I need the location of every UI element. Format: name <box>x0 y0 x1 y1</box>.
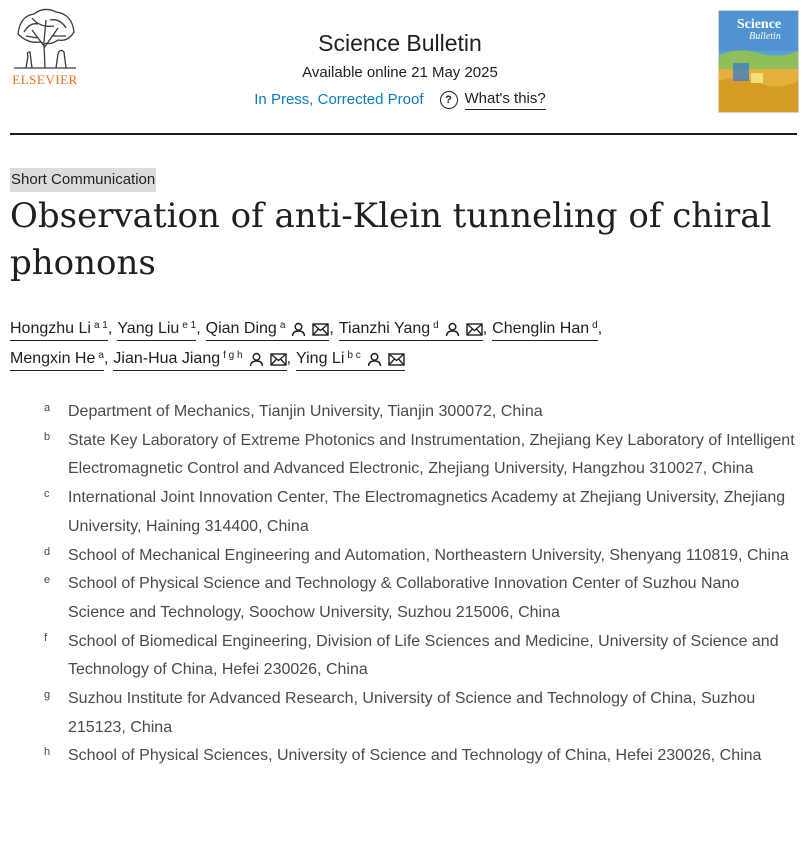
affiliation-item <box>44 427 800 484</box>
person-icon <box>291 322 306 337</box>
whats-this-label: What's this? <box>465 89 546 110</box>
affiliation-text: School of Mechanical Engineering and Automation, Northeastern University, Shenyang 110819, China <box>68 546 789 564</box>
author-name: Chenglin Han <box>492 320 590 337</box>
affiliation-text: International Joint Innovation Center, The Electromagnetics Academy at Zhejiang University, Zhejiang University, Haining 314400, China <box>68 489 786 535</box>
author-name: Yang Liu <box>117 320 180 337</box>
author-affiliation-marks: a <box>279 320 286 331</box>
online-date: Available online 21 May 2025 <box>302 64 498 81</box>
affiliation-text: School of Physical Science and Technology & Collaborative Innovation Center of Suzhou Nano Science and Technology, Soochow University, Suzhou 215006, China <box>68 575 740 621</box>
author-link[interactable] <box>117 318 196 341</box>
elsevier-logo[interactable] <box>10 6 80 90</box>
affiliation-label: b <box>44 430 51 443</box>
author-profile-icon <box>367 352 382 367</box>
header-divider <box>10 133 797 135</box>
cover-title-line1: Science <box>736 17 782 32</box>
affiliation-list <box>44 398 800 771</box>
author-separator: , <box>103 350 109 367</box>
envelope-icon <box>270 353 287 366</box>
envelope-icon <box>466 323 483 336</box>
author-profile-icon <box>291 322 306 337</box>
author-profile-icon <box>445 322 460 337</box>
author-link[interactable] <box>10 318 108 341</box>
affiliation-label: h <box>44 746 51 759</box>
affiliation-text: Suzhou Institute for Advanced Research, University of Science and Technology of China, Suzhou 215123, China <box>68 690 756 736</box>
author-separator: , <box>329 320 334 337</box>
envelope-icon <box>312 323 329 336</box>
journal-info <box>200 28 600 110</box>
affiliation-label: d <box>44 545 51 558</box>
author-separator: , <box>597 320 603 337</box>
question-circle-icon: ? <box>440 91 458 109</box>
whats-this-button[interactable] <box>440 89 546 110</box>
author-email-icon <box>466 323 483 336</box>
author-name: Tianzhi Yang <box>338 320 431 337</box>
author-name: Ying Li <box>296 350 345 367</box>
author-name: Hongzhu Li <box>10 320 91 337</box>
affiliation-label: c <box>44 488 50 501</box>
author-link[interactable] <box>339 318 483 341</box>
journal-title[interactable]: Science Bulletin <box>318 30 482 56</box>
author-affiliation-marks: a <box>98 350 104 361</box>
author-name: Jian-Hua Jiang <box>113 350 221 367</box>
author-affiliation-marks: a 1 <box>93 320 108 331</box>
author-affiliation-marks: b c <box>347 350 361 361</box>
author-link[interactable] <box>206 318 330 341</box>
status-row <box>200 89 600 110</box>
author-name: Mengxin He <box>10 350 96 367</box>
author-affiliation-marks: f g h <box>223 350 243 361</box>
author-affiliation-marks: d <box>433 320 439 331</box>
affiliation-item <box>44 742 800 771</box>
affiliation-item <box>44 628 800 685</box>
affiliation-item <box>44 398 800 427</box>
affiliation-text: School of Biomedical Engineering, Division of Life Sciences and Medicine, University of Science and Technology of China, Hefei 230026, China <box>68 632 779 679</box>
affiliation-item <box>44 484 800 541</box>
publisher-logo-text: ELSEVIER <box>12 72 78 87</box>
affiliation-item <box>44 542 800 571</box>
author-separator: , <box>482 320 488 337</box>
author-link[interactable] <box>113 348 286 371</box>
affiliation-label: e <box>44 574 51 587</box>
person-icon <box>249 352 264 367</box>
affiliation-text: Department of Mechanics, Tianjin University, Tianjin 300072, China <box>68 403 543 420</box>
envelope-icon <box>388 353 405 366</box>
article-header <box>0 0 807 122</box>
affiliation-label: a <box>44 402 51 414</box>
author-affiliation-marks: d <box>592 320 598 331</box>
affiliation-item <box>44 570 800 627</box>
affiliation-label: g <box>44 689 51 702</box>
affiliation-text: School of Physical Sciences, University of Science and Technology of China, Hefei 230026, China <box>68 747 762 765</box>
elsevier-tree-icon <box>10 6 80 72</box>
author-affiliation-marks: e 1 <box>182 320 197 331</box>
author-link[interactable] <box>296 348 405 371</box>
author-list <box>10 314 800 374</box>
affiliation-label: f <box>44 631 48 644</box>
author-separator: , <box>286 350 292 367</box>
author-name: Qian Ding <box>205 320 277 337</box>
journal-cover-thumbnail[interactable] <box>718 10 799 113</box>
author-link[interactable] <box>10 348 104 371</box>
cover-title-line2: Bulletin <box>749 31 781 42</box>
status-link[interactable]: In Press, Corrected Proof <box>254 90 424 108</box>
person-icon <box>367 352 382 367</box>
author-email-icon <box>388 353 405 366</box>
affiliation-item <box>44 685 800 742</box>
article-title: Observation of anti-Klein tunneling of chiral phonons <box>10 196 772 283</box>
author-email-icon <box>270 353 287 366</box>
author-separator: , <box>196 320 201 337</box>
author-separator: , <box>107 320 113 337</box>
article-type-badge: Short Communication <box>10 168 156 192</box>
person-icon <box>445 322 460 337</box>
affiliation-text: State Key Laboratory of Extreme Photonics and Instrumentation, Zhejiang Key Laboratory of Intelligent Electromagnetic Control and Advanced Electronic, Zhejiang University, Hangzhou 310027, China <box>68 431 795 478</box>
cover-image <box>719 11 798 112</box>
author-link[interactable] <box>492 318 598 341</box>
author-profile-icon <box>249 352 264 367</box>
author-email-icon <box>312 323 329 336</box>
